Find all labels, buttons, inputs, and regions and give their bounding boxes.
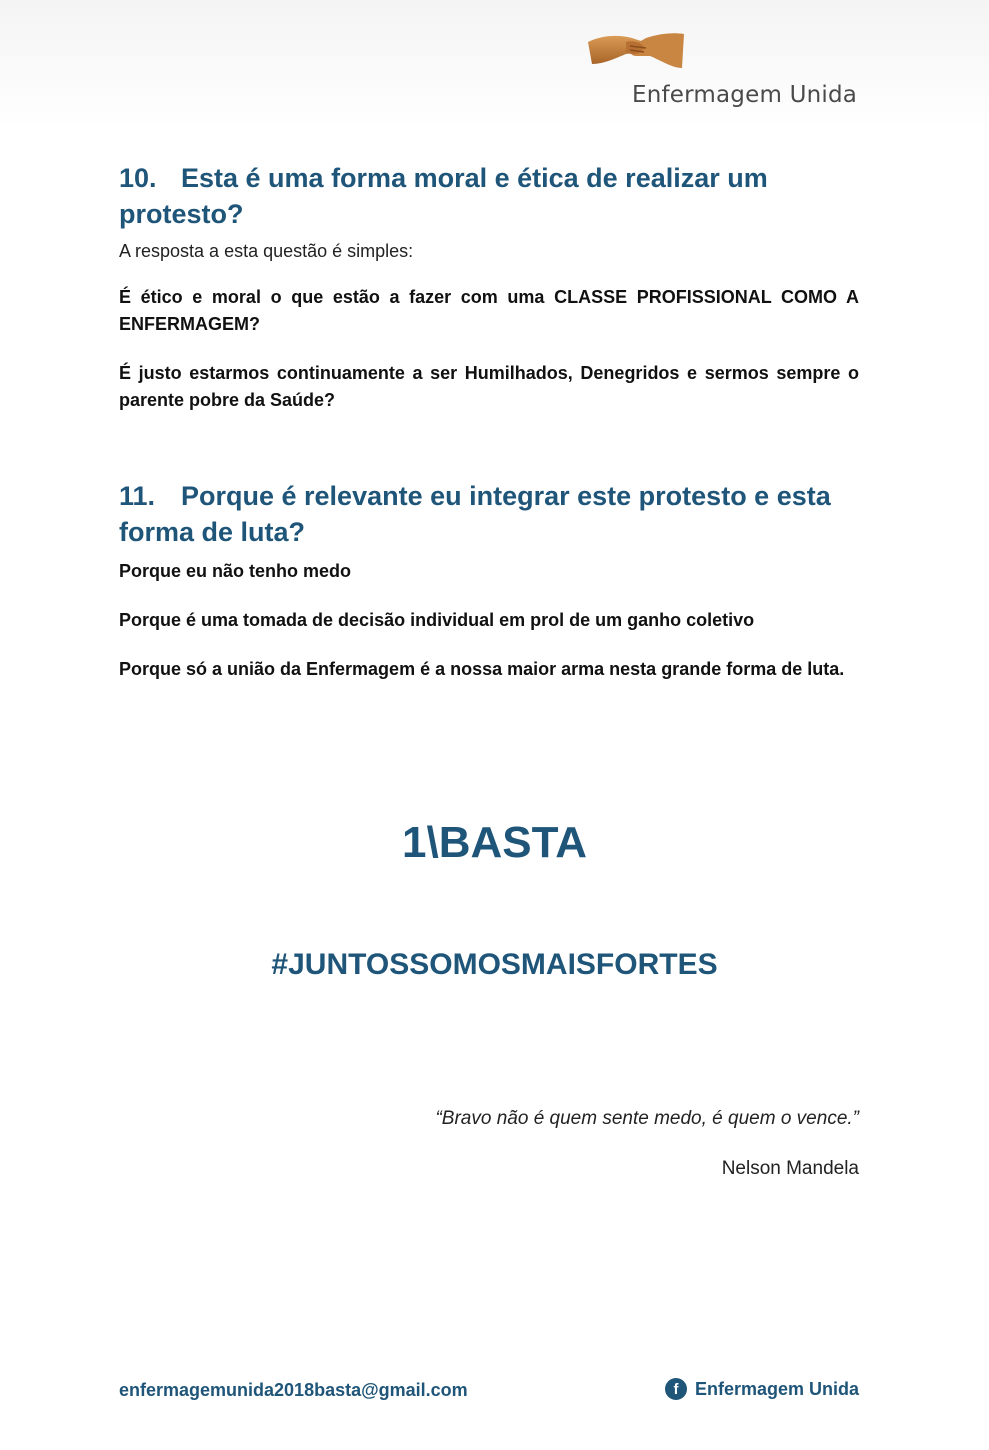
footer-email-link[interactable]: enfermagemunida2018basta@gmail.com <box>119 1380 468 1400</box>
section-number: 10. <box>119 163 157 193</box>
section-title: Esta é uma forma moral e ética de realizar um protesto? <box>119 163 768 229</box>
section-10-heading <box>119 160 859 232</box>
section-10-paragraph: É ético e moral o que estão a fazer com uma CLASSE PROFISSIONAL COMO A ENFERMAGEM? <box>119 287 859 334</box>
section-10-paragraph: É justo estarmos continuamente a ser Humilhados, Denegridos e sermos sempre o parente pobre da Saúde? <box>119 363 859 410</box>
handshake-logo-icon <box>586 24 686 76</box>
slogan-title: 1\BASTA <box>402 818 587 867</box>
slogan-hashtag: #JUNTOSSOMOSMAISFORTES <box>271 948 718 981</box>
section-11-paragraph: Porque é uma tomada de decisão individual em prol de um ganho coletivo <box>119 610 755 630</box>
section-title: Porque é relevante eu integrar este protesto e esta forma de luta? <box>119 481 831 547</box>
section-10-intro: A resposta a esta questão é simples: <box>119 241 414 261</box>
section-11-heading <box>119 478 859 550</box>
document-body <box>119 160 859 683</box>
footer-facebook-link[interactable] <box>665 1378 859 1400</box>
page-header <box>0 0 989 130</box>
facebook-page-name: Enfermagem Unida <box>694 1378 859 1399</box>
quote-text: “Bravo não é quem sente medo, é quem o vence.” <box>435 1108 859 1129</box>
section-number: 11. <box>119 481 156 511</box>
logo-text: Enfermagem Unida <box>632 82 858 108</box>
quote-author: Nelson Mandela <box>721 1158 859 1179</box>
section-11-paragraph: Porque eu não tenho medo <box>119 561 352 581</box>
facebook-icon: f <box>665 1378 687 1400</box>
section-11-paragraph: Porque só a união da Enfermagem é a nossa maior arma nesta grande forma de luta. <box>119 659 845 679</box>
